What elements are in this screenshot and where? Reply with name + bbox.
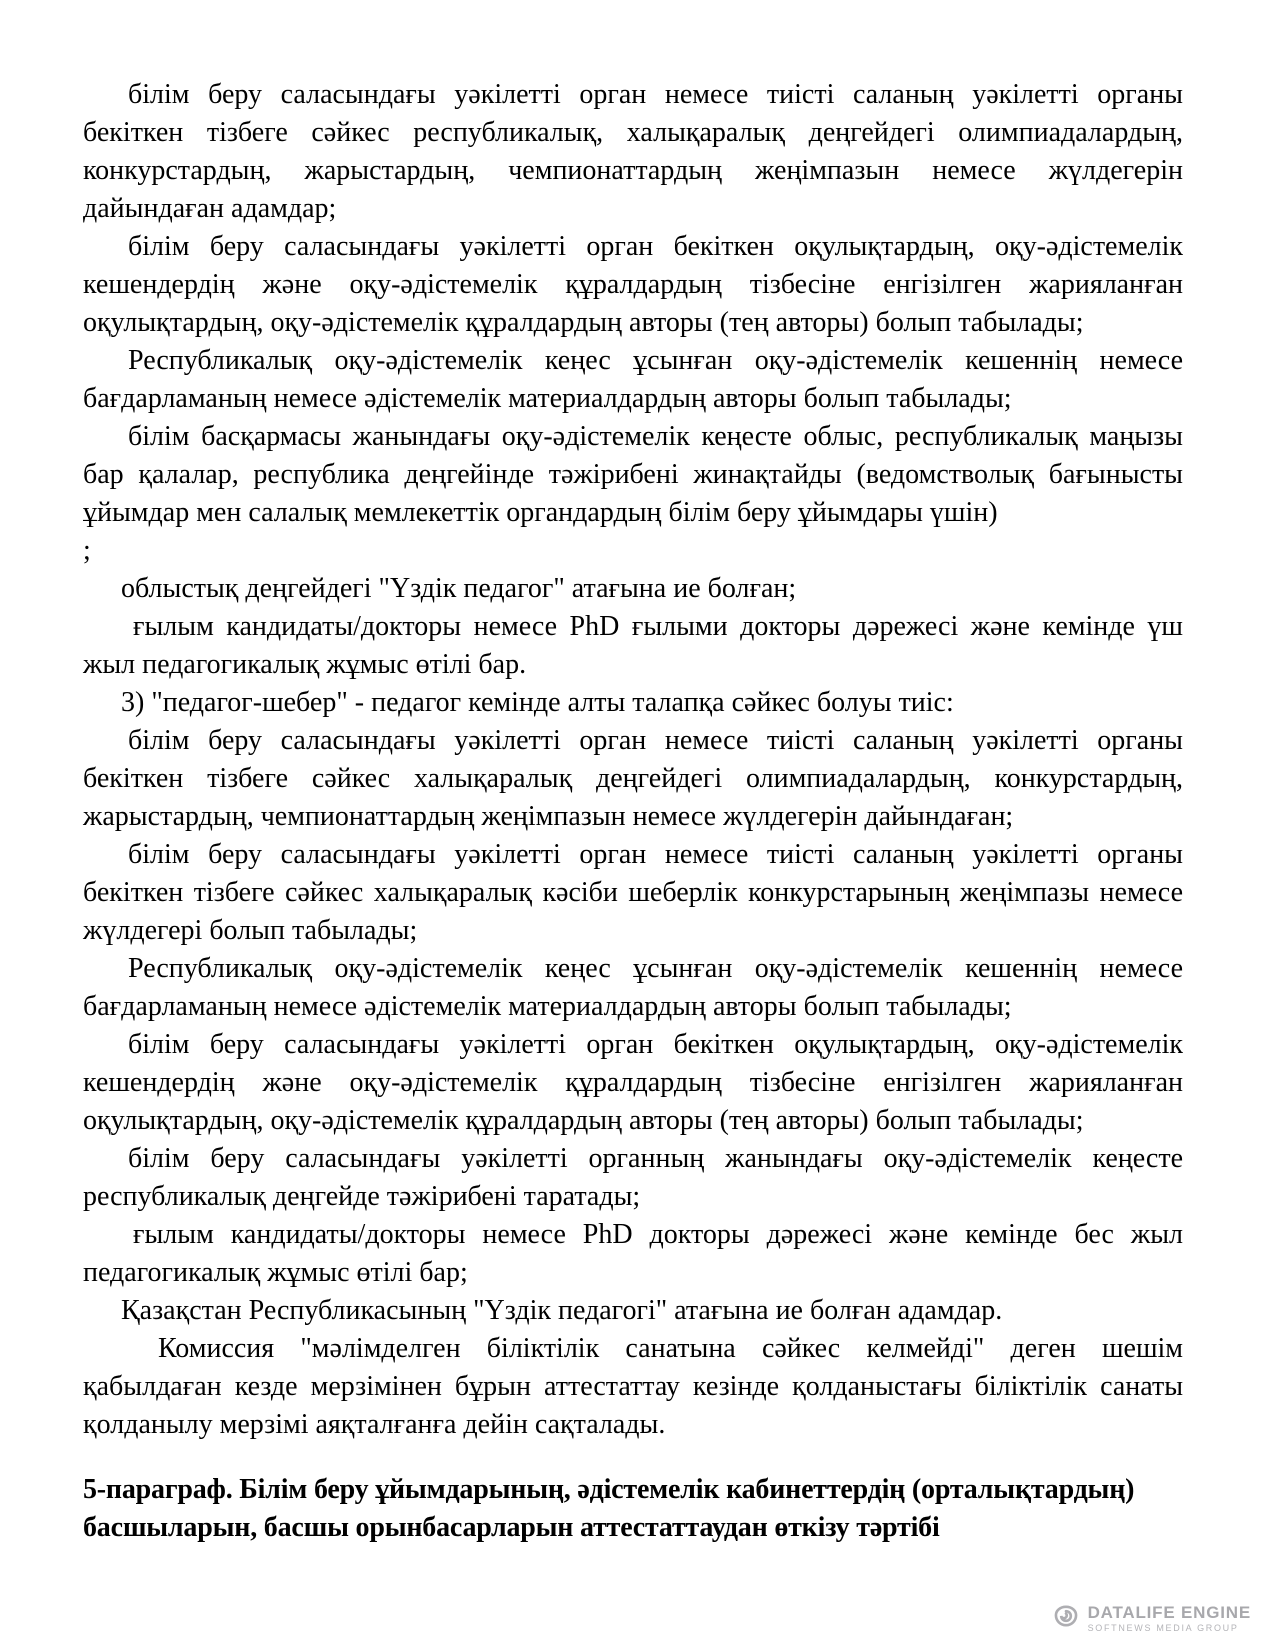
paragraph-international-olympiad-trainer: білім беру саласындағы уәкілетті орган немесе тиісті саланың уәкілетті органы бекіткен тізбеге сәйкес халықаралық деңгейдегі олимпиадалардың, конкурстардың, жарыстардың, чемпионаттардың жеңімпазын немесе жүлдегерін дайындаған; xyxy=(83,725,1183,832)
datalife-eye-logo-icon xyxy=(1052,1602,1080,1635)
paragraph-textbook-author-2: білім беру саласындағы уәкілетті орган бекіткен оқулықтардың, оқу-әдістемелік кешендердің және оқу-әдістемелік құралдардың тізбесіне енгізілген жарияланған оқулықтардың, оқу-әдістемелік құралдардың авторы (тең авторы) болып табылады; xyxy=(83,1029,1183,1136)
section-heading-paragraph-5: 5-параграф. Білім беру ұйымдарының, әдістемелік кабинеттердің (орталықтардың) басшыларын, басшы орынбасарларын аттестаттаудан өткізу тәртібі xyxy=(83,1474,1135,1543)
paragraph-phd-five-years: ғылым кандидаты/докторы немесе PhD докторы дәрежесі және кемінде бес жыл педагогикалық жұмыс өтілі бар; xyxy=(83,1219,1183,1288)
paragraph-commission-decision: Комиссия "мәлімделген біліктілік санатына сәйкес келмейді" деген шешім қабылдаған кезде мерзімінен бұрын аттестаттау кезінде қолданыстағы біліктілік санаты қолданылу мерзімі аяқталғанға дейін сақталады. xyxy=(83,1333,1183,1440)
paragraph-textbook-author: білім беру саласындағы уәкілетті орган бекіткен оқулықтардың, оқу-әдістемелік кешендердің және оқу-әдістемелік құралдардың тізбесіне енгізілген жарияланған оқулықтардың, оқу-әдістемелік құралдардың авторы (тең авторы) болып табылады; xyxy=(83,231,1183,338)
paragraph-pedagog-sheber-intro: 3) "педагог-шебер" - педагог кемінде алты талапқа сәйкес болуы тиіс: xyxy=(121,687,954,718)
watermark-subtitle: SOFTNEWS MEDIA GROUP xyxy=(1087,1623,1239,1633)
paragraph-best-teacher-republic: Қазақстан Республикасының "Үздік педагогі" атағына ие болған адамдар. xyxy=(121,1295,1003,1326)
document-body xyxy=(83,76,1183,1547)
paragraph-phd-three-years: ғылым кандидаты/докторы немесе PhD ғылыми докторы дәрежесі және кемінде үш жыл педагогикалық жұмыс өтілі бар. xyxy=(83,611,1183,680)
watermark-title: DATALIFE ENGINE xyxy=(1087,1603,1251,1622)
paragraph-olympiad-winners-trainer: білім беру саласындағы уәкілетті орган немесе тиісті саланың уәкілетті органы бекіткен тізбеге сәйкес республикалық, халықаралық деңгейдегі олимпиадалардың, конкурстардың, жарыстардың, чемпионаттардың жеңімпазын немесе жүлдегерін дайындаған адамдар; xyxy=(83,79,1183,224)
paragraph-best-teacher-regional: облыстық деңгейдегі "Үздік педагог" атағына ие болған; xyxy=(121,573,797,604)
paragraph-regional-experience: білім басқармасы жанындағы оқу-әдістемелік кеңесте облыс, республикалық маңызы бар қалалар, республика деңгейінде тәжірибені жинақтайды (ведомстволық бағынысты ұйымдар мен салалық мемлекеттік органдардың білім беру ұйымдары үшін) xyxy=(83,421,1183,528)
paragraph-semicolon-line: ; xyxy=(83,535,91,566)
paragraph-professional-skill-winner: білім беру саласындағы уәкілетті орган немесе тиісті саланың уәкілетті органы бекіткен тізбеге сәйкес халықаралық кәсіби шеберлік конкурстарының жеңімпазы немесе жүлдегері болып табылады; xyxy=(83,839,1183,946)
watermark-text xyxy=(1088,1604,1251,1633)
paragraph-republican-experience-spread: білім беру саласындағы уәкілетті органның жанындағы оқу-әдістемелік кеңесте республикалық деңгейде тәжірибені таратады; xyxy=(83,1143,1183,1212)
paragraph-republican-council-author-2: Республикалық оқу-әдістемелік кеңес ұсынған оқу-әдістемелік кешеннің немесе бағдарламаның немесе әдістемелік материалдардың авторы болып табылады; xyxy=(83,953,1183,1022)
datalife-engine-watermark xyxy=(1052,1602,1251,1635)
paragraph-republican-council-author: Республикалық оқу-әдістемелік кеңес ұсынған оқу-әдістемелік кешеннің немесе бағдарламаның немесе әдістемелік материалдардың авторы болып табылады; xyxy=(83,345,1183,414)
